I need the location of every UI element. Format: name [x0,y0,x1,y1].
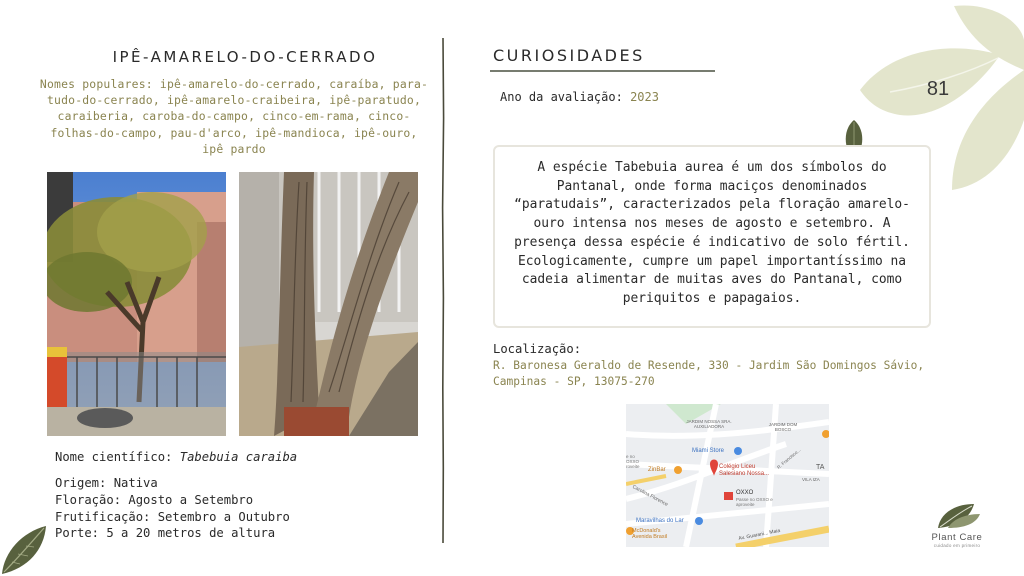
fact-flowering: Floração: Agosto a Setembro [55,492,254,507]
fact-origin: Origem: Nativa [55,476,158,490]
location-address: R. Baronesa Geraldo de Resende, 330 - Jardim São Domingos Sávio, Campinas - SP, 13075-270 [493,359,925,388]
plant-care-logo-icon [930,500,984,532]
plant-facts [55,475,290,542]
map-label-mcdonalds: McDonald's Avenida Brasil [632,528,668,540]
plant-title: IPÊ-AMARELO-DO-CERRADO [112,48,378,66]
page-number: 81 [926,78,950,100]
map-label-maravilhas: Maravilhas do Lar [636,518,684,524]
tree-photo [47,172,226,436]
scientific-name-label: Nome científico: [55,450,173,464]
curiosities-title: CURIOSIDADES [493,46,645,65]
plant-care-logo [922,500,992,548]
map-label-oxxo-sub: Passe no OXXO e aproveite [736,497,773,507]
map-label-dom-bosco: JARDIM DOM BOSCO [768,422,798,432]
popular-names: Nomes populares: ipê-amarelo-do-cerrado, caraíba, para-tudo-do-cerrado, ipê-amarelo-craibeira, ipê-paratudo, caraiberia, caroba-do-campo, cinco-em-rama, cinco-folhas-do-campo, pau-d'arco, ipê-mandioca, ipê-ouro, ipê pardo [39,77,429,156]
map-label-nossa-sra: JARDIM NOSSA SRA. AUXILIADORA [686,419,732,429]
column-divider [441,38,445,543]
map-label-carolina: Carolina Florence [631,484,669,508]
fact-fruiting: Frutificação: Setembro a Outubro [55,509,290,524]
evaluation-year [500,90,659,104]
location-label: Localização: [493,342,582,356]
year-value: 2023 [630,90,659,104]
map-label-colegio: Colégio Liceu Salesiano Nossa... [719,464,770,477]
map-label-miami-store: Miami Store [692,448,725,454]
map-label-guarani: Av. Guarani... Maia [738,527,781,542]
location-map[interactable] [626,404,829,547]
map-label-oxxo-left: e no OXXO roveite [626,454,640,469]
map-label-zinbar: ZinBar [648,467,666,473]
curiosities-text: A espécie Tabebuia aurea é um dos símbolos do Pantanal, onde forma maciços denominados “paratudais”, caracterizados pela floração amarelo-ouro intensa nos meses de agosto e setembro. A presença dessa espécie é indicativo de solo fértil. Ecologicamente, cumpre um papel importantíssimo na cadeia alimentar de muitas aves do Pantanal, como periquitos e papagaios. [514,160,910,306]
year-label: Ano da avaliação: [500,90,623,104]
map-label-ta: TA [816,464,825,471]
map-label-oxxo: OXXO [736,490,754,496]
title-underline [490,68,715,74]
scientific-name [55,450,297,464]
scientific-name-value: Tabebuia caraiba [179,450,298,464]
leaf-bottom-left-decoration [0,522,48,576]
logo-tagline: cuidado em primeiro [933,543,981,548]
map-label-vila-iza: VILA IZA [802,477,820,482]
logo-name: Plant Care [931,532,983,543]
fact-size: Porte: 5 a 20 metros de altura [55,526,276,541]
map-label-francisco: R. Francisco... [776,447,802,470]
trunk-photo [239,172,418,436]
curiosities-text-box [493,145,931,328]
